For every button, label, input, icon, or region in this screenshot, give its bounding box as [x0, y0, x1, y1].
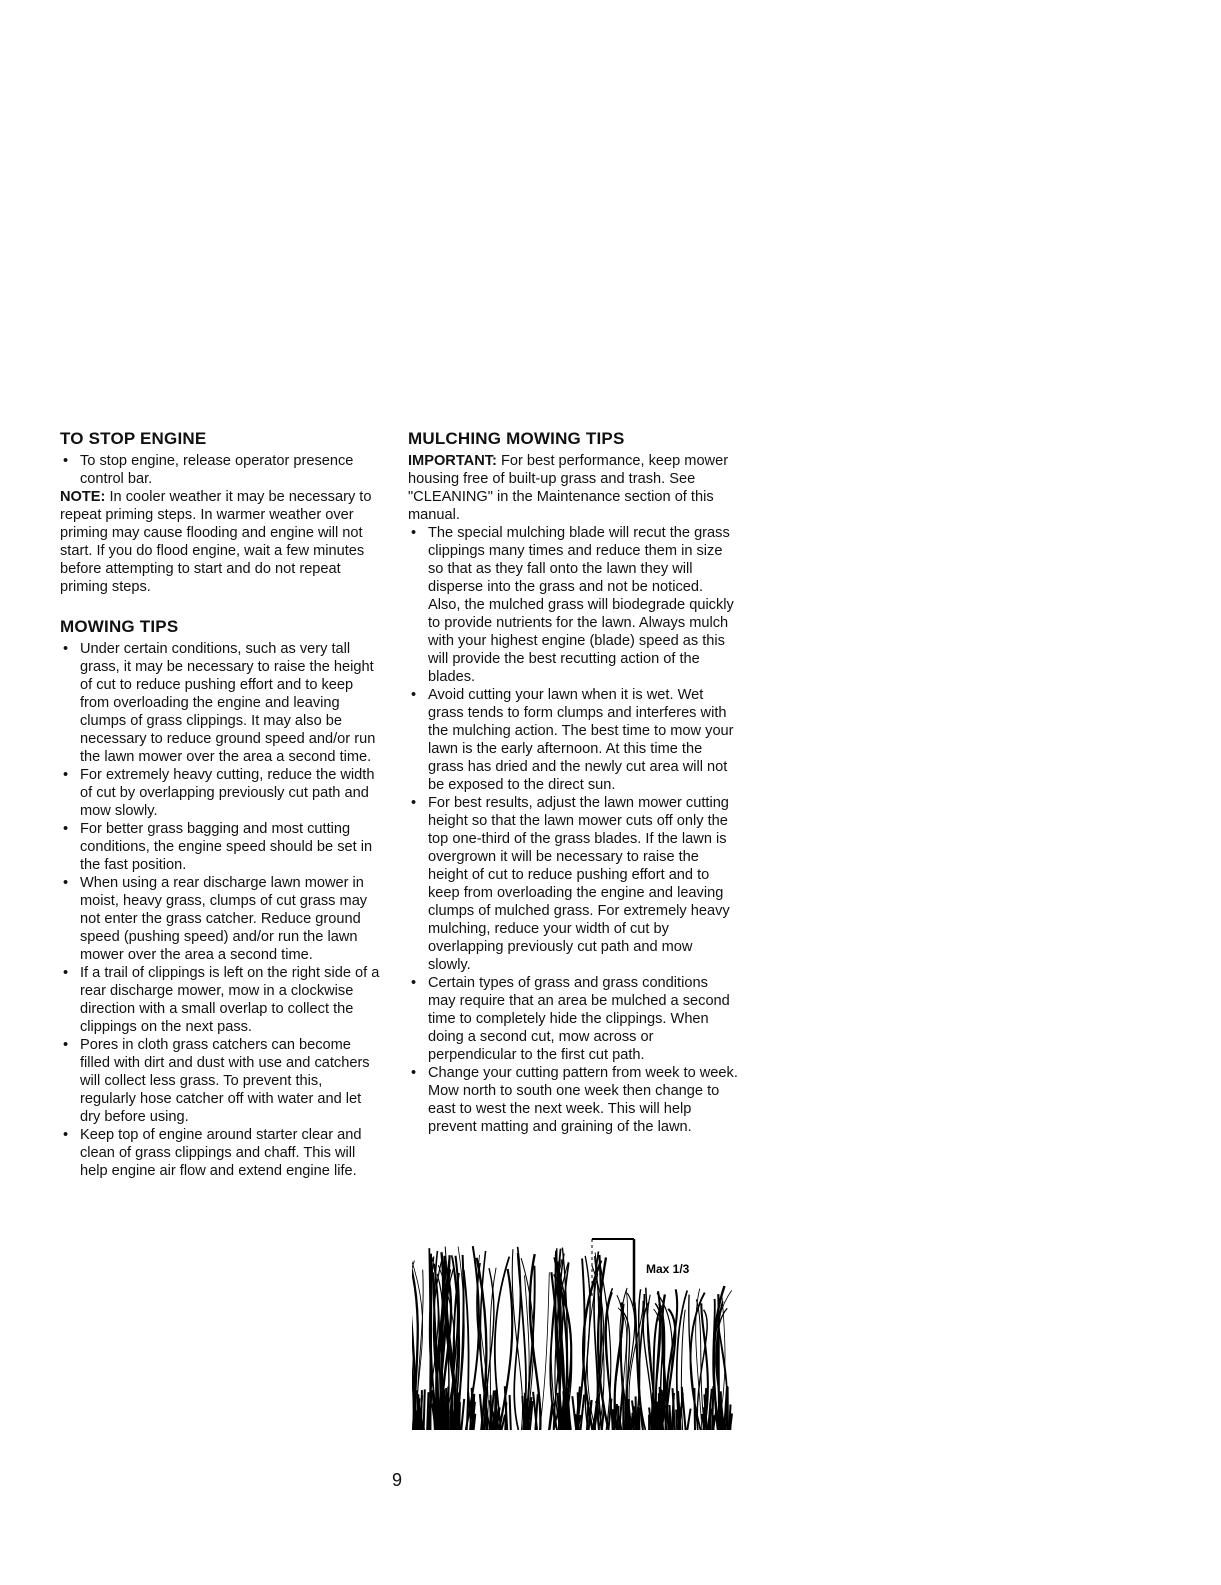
mowing-tips-heading: MOWING TIPS: [60, 617, 179, 636]
grass-stubble: [461, 1399, 464, 1430]
list-item: • Avoid cutting your lawn when it is wet. Wet grass tends to form clumps and interferes with the mulching action. The best time to mow your lawn is the early afternoon. At this time the grass has dried and the newly cut area will not be exposed to the direct sun.: [408, 686, 738, 794]
note-label: NOTE:: [60, 489, 106, 505]
stop-engine-list: [60, 452, 382, 488]
list-item: • For best results, adjust the lawn mower cutting height so that the lawn mower cuts off only the top one-third of the grass blades. If the lawn is overgrown it will be necessary to raise the height of cut to reduce pushing effort and to keep from overloading the engine and leaving clumps of mulched grass. For extremely heavy mulching, reduce your width of cut by overlapping previously cut path and mow slowly.: [408, 794, 738, 974]
right-column: [408, 430, 738, 1136]
list-item: • Pores in cloth grass catchers can become filled with dirt and dust with use and catchers will collect less grass. To prevent this, regularly hose catcher off with water and let dry before using.: [60, 1036, 382, 1126]
grass-stubble: [653, 1403, 654, 1430]
grass-stubble: [424, 1389, 425, 1430]
grass-stubble: [633, 1406, 634, 1430]
mowing-tips-list: [60, 640, 382, 1180]
list-item: • When using a rear discharge lawn mower in moist, heavy grass, clumps of cut grass may not enter the grass catcher. Reduce ground speed (pushing speed) and/or run the lawn mower over the area a second time.: [60, 874, 382, 964]
grass-stubble: [676, 1410, 677, 1430]
mulching-tips-heading: MULCHING MOWING TIPS: [408, 429, 625, 448]
list-item: • To stop engine, release operator presence control bar.: [60, 452, 382, 488]
grass-stubble: [510, 1395, 511, 1430]
list-item: • For better grass bagging and most cutting conditions, the engine speed should be set in the fast position.: [60, 820, 382, 874]
grass-stubble: [473, 1394, 474, 1430]
grass-blade: [540, 1272, 550, 1430]
important-text: For best performance, keep mower housing free of built-up grass and trash. See "CLEANING" in the Maintenance section of this manual.: [408, 453, 729, 523]
grass-stubble: [414, 1402, 415, 1430]
page-number: 9: [392, 1470, 403, 1490]
grass-stubble: [618, 1406, 619, 1430]
list-item: • Certain types of grass and grass conditions may require that an area be mulched a second time to completely hide the clippings. When doing a second cut, mow across or perpendicular to the first cut path.: [408, 974, 738, 1064]
grass-illustration-svg: [412, 1236, 734, 1430]
mulching-tips-list: [408, 524, 738, 1136]
list-item: • The special mulching blade will recut the grass clippings many times and reduce them in size so that as they fall onto the lawn they will disperse into the grass and not be noticed. Also, the mulched grass will biodegrade quickly to provide nutrients for the lawn. Always mulch with your highest engine (blade) speed as this will provide the best recutting action of the blades.: [408, 524, 738, 686]
grass-stubble: [448, 1386, 449, 1430]
note-paragraph: [60, 488, 382, 596]
grass-stubble: [636, 1396, 637, 1430]
grass-stubble: [639, 1408, 640, 1430]
important-paragraph: [408, 452, 738, 524]
list-item: • Change your cutting pattern from week to week. Mow north to south one week then change to east to west the next week. This will help prevent matting and graining of the lawn.: [408, 1064, 738, 1136]
note-text: In cooler weather it may be necessary to repeat priming steps. In warmer weather over priming may cause flooding and engine will not start. If you do flood engine, wait a few minutes before attempting to start and do not repeat priming steps.: [60, 489, 372, 595]
stop-engine-heading: TO STOP ENGINE: [60, 429, 207, 448]
grass-blade: [606, 1292, 612, 1430]
grass-cutting-illustration: [412, 1236, 734, 1430]
grass-stubble: [421, 1410, 422, 1430]
grass-stubble: [416, 1410, 417, 1430]
grass-stubble: [694, 1388, 695, 1430]
list-item: • Keep top of engine around starter clear and clean of grass clippings and chaff. This will help engine air flow and extend engine life.: [60, 1126, 382, 1180]
grass-stubble: [670, 1405, 671, 1430]
left-column: [60, 430, 382, 1180]
list-item: • If a trail of clippings is left on the right side of a rear discharge mower, mow in a clockwise direction with a small overlap to collect the clippings on the next pass.: [60, 964, 382, 1036]
list-item: • For extremely heavy cutting, reduce the width of cut by overlapping previously cut path and mow slowly.: [60, 766, 382, 820]
important-label: IMPORTANT:: [408, 453, 497, 469]
max-one-third-label: Max 1/3: [646, 1262, 690, 1276]
grass-stubble: [673, 1415, 674, 1430]
list-item: • Under certain conditions, such as very tall grass, it may be necessary to raise the height of cut to reduce pushing effort and to keep from overloading the engine and leaving clumps of grass clippings. It may also be necessary to reduce ground speed and/or run the lawn mower over the area a second time.: [60, 640, 382, 766]
grass-stubble: [572, 1396, 576, 1430]
grass-stubble: [491, 1395, 492, 1430]
grass-stubble: [687, 1409, 690, 1430]
grass-stubble: [578, 1392, 579, 1430]
